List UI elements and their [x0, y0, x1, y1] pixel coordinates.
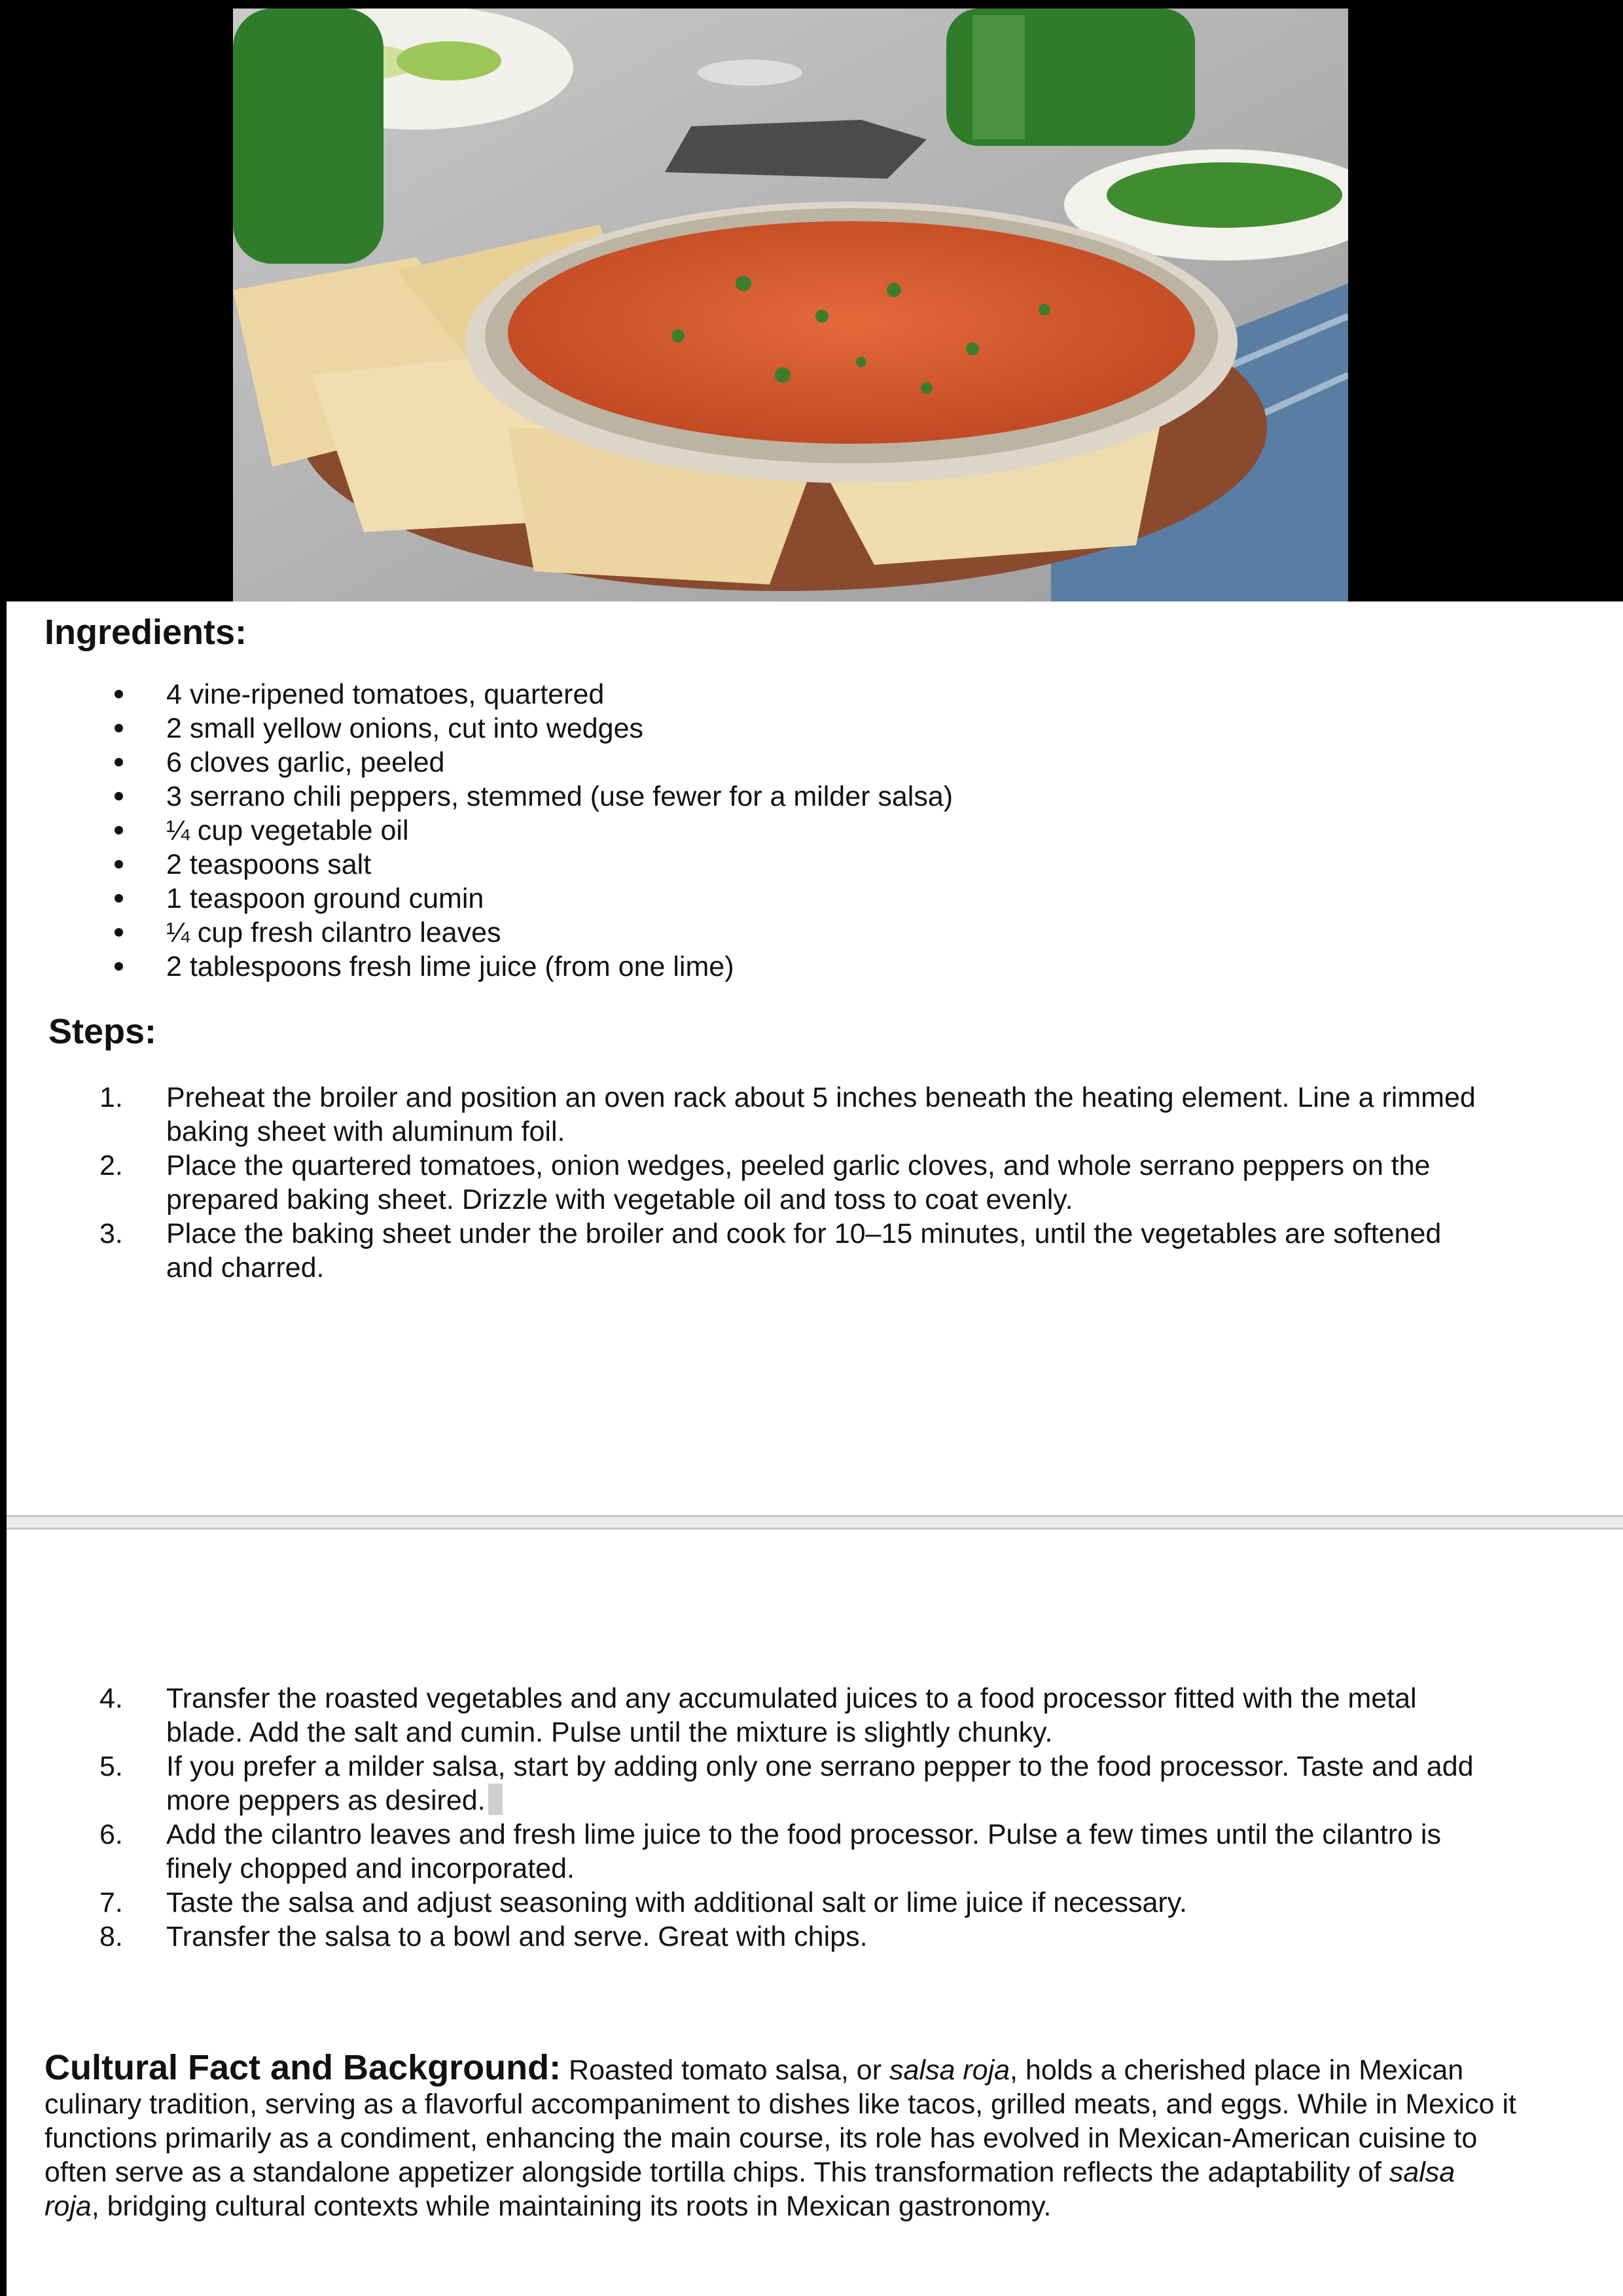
list-item: ¼ cup vegetable oil [46, 814, 953, 848]
list-item [46, 1681, 1486, 1749]
text-cursor [488, 1784, 503, 1815]
step-text: Transfer the roasted vegetables and any accumulated juices to a food processor fitted with the metal blade. Add the salt and cumin. Pulse until the mixture is slightly chunky. [166, 1683, 1417, 1748]
page-break [7, 1515, 1623, 1530]
step-number: 1. [99, 1082, 123, 1113]
step-number: 8. [99, 1921, 123, 1952]
salsa-photo [233, 9, 1348, 601]
list-item: 6 cloves garlic, peeled [46, 745, 953, 780]
step-text: Taste the salsa and adjust seasoning with additional salt or lime juice if necessary. [166, 1887, 1187, 1918]
steps-list-continued [46, 1681, 1486, 1954]
step-number: 4. [99, 1683, 123, 1714]
list-item: 2 small yellow onions, cut into wedges [46, 711, 953, 745]
list-item: 2 tablespoons fresh lime juice (from one lime) [46, 950, 953, 984]
steps-heading: Steps: [48, 1012, 157, 1051]
step-number: 7. [99, 1887, 123, 1918]
culture-italic-term: salsa roja [45, 2157, 1455, 2222]
list-item: 4 vine-ripened tomatoes, quartered [46, 677, 953, 711]
list-item: 1 teaspoon ground cumin [46, 882, 953, 916]
step-text: Transfer the salsa to a bowl and serve. Great with chips. [166, 1921, 868, 1952]
step-number: 5. [99, 1751, 123, 1782]
culture-text: , holds a cherished place in Mexican culinary tradition, serving as a flavorful accompaniment to dishes like tacos, grilled meats, and eggs. While in Mexico it functions primarily as a condiment, enhancing the main course, its role has evolved in Mexican-American cuisine to often serve as a standalone appetizer alongside tortilla chips. This transformation reflects the adaptability of [45, 2054, 1516, 2188]
step-text: Add the cilantro leaves and fresh lime juice to the food processor. Pulse a few times until the cilantro is finely chopped and incorporated. [166, 1819, 1441, 1884]
culture-text: , bridging cultural contexts while maintaining its roots in Mexican gastronomy. [91, 2191, 1052, 2222]
step-text: If you prefer a milder salsa, start by adding only one serrano pepper to the food processor. Taste and add more peppers as desired. [166, 1751, 1474, 1816]
cultural-heading: Cultural Fact and Background: [45, 2048, 562, 2087]
list-item [46, 1149, 1486, 1217]
list-item: 2 teaspoons salt [46, 848, 953, 882]
list-item [46, 1886, 1486, 1920]
step-text: Preheat the broiler and position an oven rack about 5 inches beneath the heating element. Line a rimmed baking sheet with aluminum foil. [166, 1082, 1476, 1147]
list-item [46, 1749, 1486, 1818]
step-number: 6. [99, 1819, 123, 1850]
steps-list [46, 1081, 1486, 1285]
document-page-1 [7, 601, 1623, 1515]
culture-text: Roasted tomato salsa, or [561, 2054, 889, 2086]
list-item [46, 1081, 1486, 1149]
cultural-background-paragraph [45, 2048, 1517, 2223]
document-page-2 [7, 1530, 1623, 2296]
list-item [46, 1818, 1486, 1886]
step-text: Place the quartered tomatoes, onion wedges, peeled garlic cloves, and whole serrano peppers on the prepared baking sheet. Drizzle with vegetable oil and toss to coat evenly. [166, 1150, 1431, 1215]
list-item: ¼ cup fresh cilantro leaves [46, 916, 953, 950]
list-item [46, 1920, 1486, 1954]
list-item [46, 1217, 1486, 1285]
list-item: 3 serrano chili peppers, stemmed (use fewer for a milder salsa) [46, 780, 953, 814]
step-number: 2. [99, 1150, 123, 1181]
ingredients-heading: Ingredients: [45, 613, 247, 652]
ingredients-list [46, 677, 953, 984]
step-text: Place the baking sheet under the broiler and cook for 10–15 minutes, until the vegetables are softened and charred. [166, 1218, 1442, 1283]
culture-italic-term: salsa roja [889, 2054, 1010, 2086]
step-number: 3. [99, 1218, 123, 1249]
